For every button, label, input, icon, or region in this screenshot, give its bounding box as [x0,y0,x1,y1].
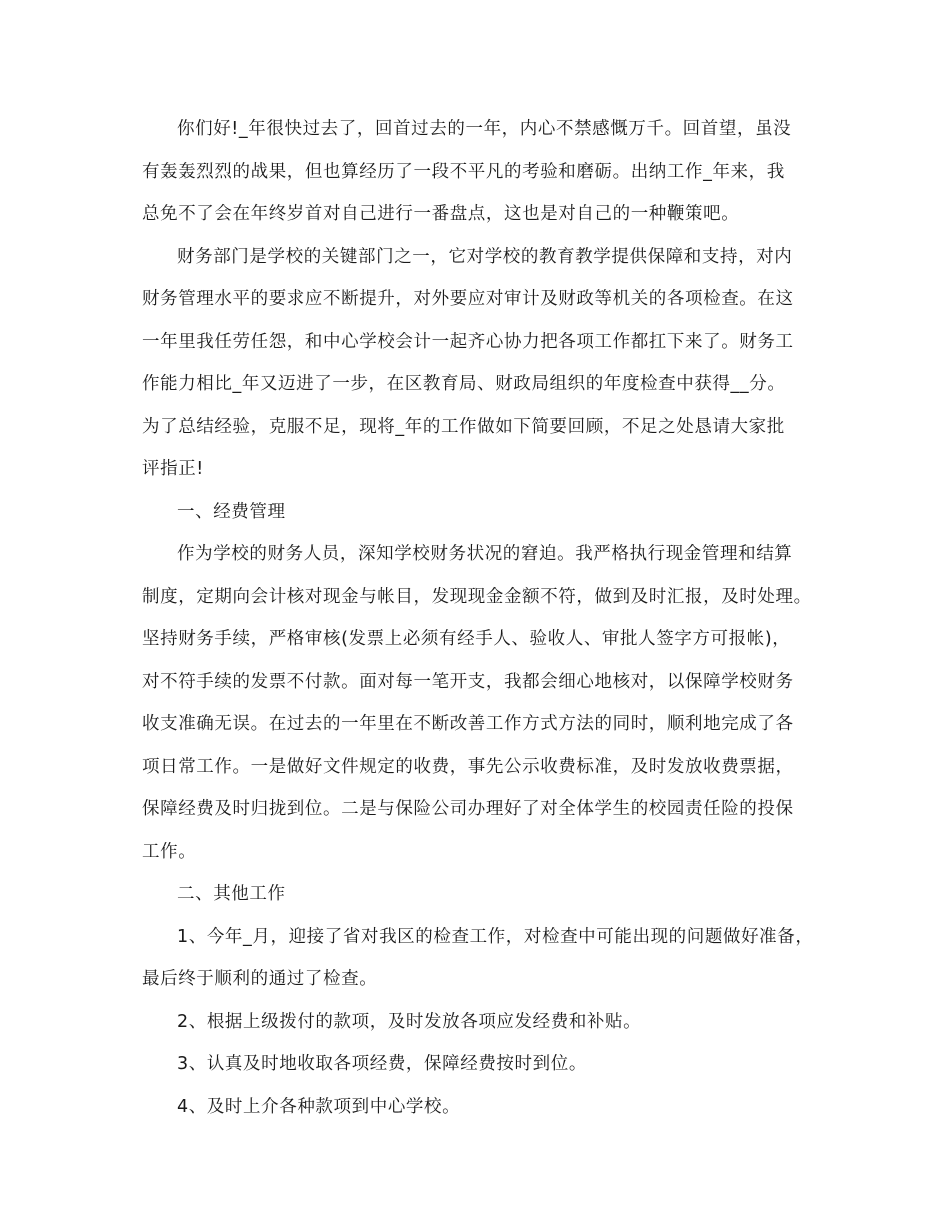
text-line: 3、认真及时地收取各项经费，保障经费按时到位。 [177,1054,587,1074]
text-line: 为了总结经验，克服不足，现将_年的工作做如下简要回顾，不足之处恳请大家批 [142,416,785,437]
text-line: 作为学校的财务人员，深知学校财务状况的窘迫。我严格执行现金管理和结算 [177,544,793,564]
text-line: 1、今年_月，迎接了省对我区的检查工作，对检查中可能出现的问题做好准备， [177,926,814,947]
list-item [142,1086,832,1129]
paragraph-funds-management [142,533,832,873]
text-line: 最后终于顺利的通过了检查。 [142,969,378,989]
list-item [142,1001,832,1044]
text-line: 收支准确无误。在过去的一年里在不断改善工作方式方法的同时，顺利地完成了各 [142,714,794,734]
section-heading-other [142,873,832,916]
paragraph-intro [142,108,832,236]
text-line: 坚持财务手续，严格审核(发票上必须有经手人、验收人、审批人签字方可报帐)， [142,629,791,649]
section-heading-funds [142,491,832,534]
paragraph-finance-department [142,236,832,491]
document-body [142,108,832,1128]
section-heading: 二、其他工作 [177,884,286,904]
list-item [142,1043,832,1086]
section-heading: 一、经费管理 [177,501,286,522]
text-line: 财务管理水平的要求应不断提升，对外要应对审计及财政等机关的各项检查。在这 [142,289,794,309]
text-line: 项日常工作。一是做好文件规定的收费，事先公示收费标准，及时发放收费票据， [142,756,794,777]
text-line: 工作。 [142,841,197,862]
text-line: 2、根据上级拨付的款项，及时发放各项应发经费和补贴。 [177,1011,642,1032]
text-line: 评指正! [142,459,204,479]
text-line: 有轰轰烈烈的战果，但也算经历了一段不平凡的考验和磨砺。出纳工作_年来，我 [142,161,785,182]
text-line: 制度，定期向会计核对现金与帐目，发现现金金额不符，做到及时汇报，及时处理。 [142,586,812,607]
list-item [142,916,832,1001]
text-line: 保障经费及时归拢到位。二是与保险公司办理好了对全体学生的校园责任险的投保 [142,799,794,819]
text-line: 一年里我任劳任怨，和中心学校会计一起齐心协力把各项工作都扛下来了。财务工 [142,331,794,352]
text-line: 对不符手续的发票不付款。面对每一笔开支，我都会细心地核对，以保障学校财务 [142,671,794,692]
text-line: 4、及时上介各种款项到中心学校。 [177,1096,461,1117]
text-line: 财务部门是学校的关键部门之一，它对学校的教育教学提供保障和支持，对内 [177,246,793,267]
text-line: 总免不了会在年终岁首对自己进行一番盘点，这也是对自己的一种鞭策吧。 [142,204,740,224]
text-line: 你们好!_年很快过去了，回首过去的一年，内心不禁感慨万千。回首望，虽没 [177,119,792,139]
text-line: 作能力相比_年又迈进了一步，在区教育局、财政局组织的年度检查中获得__分。 [142,374,786,394]
